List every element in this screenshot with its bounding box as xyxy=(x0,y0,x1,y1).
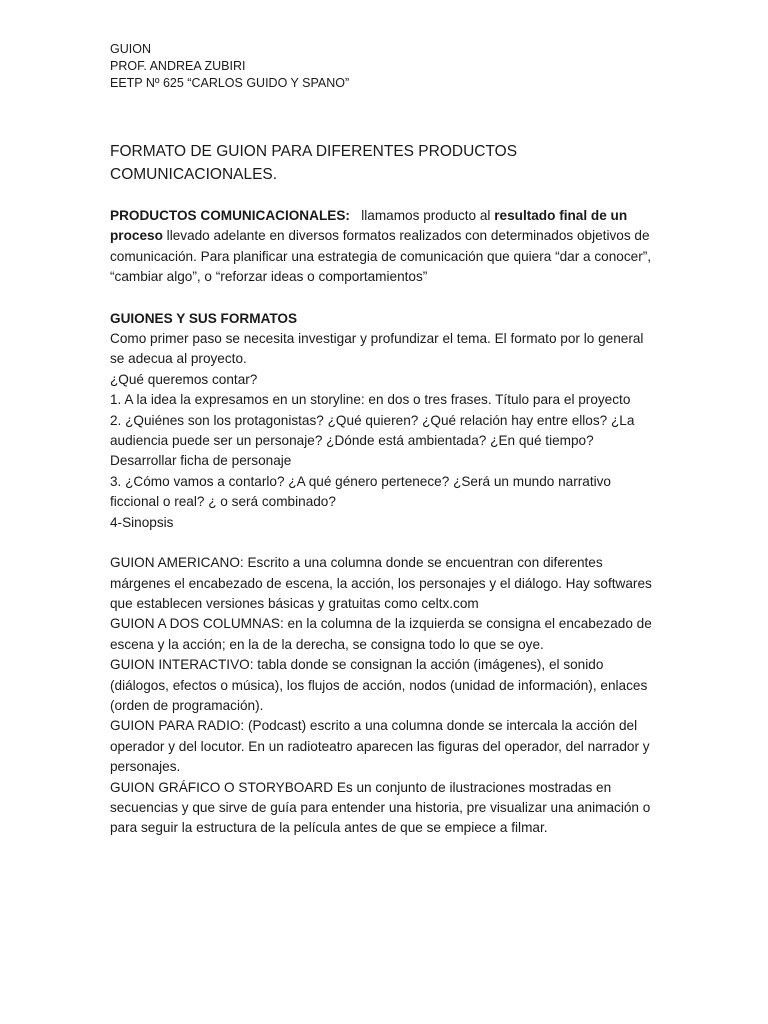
formato-storyboard: GUION GRÁFICO O STORYBOARD Es un conjunto de ilustraciones mostradas en secuencias y que sirve de guía para entender una historia, pre visualizar una animación o para seguir la estructura de la película antes de que se empiece a filmar. xyxy=(110,779,651,836)
guiones-intro: Como primer paso se necesita investigar y profundizar el tema. El formato por lo general se adecua al proyecto. xyxy=(110,331,644,367)
formatos-section xyxy=(110,553,660,839)
guiones-question: ¿Qué queremos contar? xyxy=(110,371,258,387)
formato-interactivo: GUION INTERACTIVO: tabla donde se consignan la acción (imágenes), el sonido (diálogos, efectos o música), los flujos de acción, nodos (unidad de información), enlaces (orden de programación). xyxy=(110,657,648,713)
header-school: EETP Nº 625 “CARLOS GUIDO Y SPANO” xyxy=(110,76,350,90)
guiones-step-4: 4-Sinopsis xyxy=(110,514,174,530)
guiones-step-1: 1. A la idea la expresamos en un storyline: en dos o tres frases. Título para el proyecto xyxy=(110,392,631,408)
guiones-step-2: 2. ¿Quiénes son los protagonistas? ¿Qué quieren? ¿Qué relación hay entre ellos? ¿La audiencia puede ser un personaje? ¿Dónde está ambientada? ¿En qué tiempo? Desarrollar ficha de personaje xyxy=(110,412,635,469)
productos-paragraph xyxy=(110,206,660,288)
formato-dos-columnas: GUION A DOS COLUMNAS: en la columna de la izquierda se consigna el encabezado de escena y la acción; en la de la derecha, se consigna todo lo que se oye. xyxy=(110,616,652,652)
formato-radio: GUION PARA RADIO: (Podcast) escrito a una columna donde se intercala la acción del operador y del locutor. En un radioteatro aparecen las figuras del operador, del narrador y personajes. xyxy=(110,718,650,775)
document-title: FORMATO DE GUION PARA DIFERENTES PRODUCTOS COMUNICACIONALES. xyxy=(110,143,518,183)
guiones-step-3: 3. ¿Cómo vamos a contarlo? ¿A qué género pertenece? ¿Será un mundo narrativo ficcional o real? ¿ o será combinado? xyxy=(110,473,611,510)
document-header xyxy=(110,41,660,92)
header-subject: GUION xyxy=(110,42,151,56)
productos-heading: PRODUCTOS COMUNICACIONALES: xyxy=(110,208,350,223)
productos-text-1: llamamos producto al xyxy=(349,208,495,223)
header-teacher: PROF. ANDREA ZUBIRI xyxy=(110,59,246,73)
productos-bold-phrase: resultado final de un proceso xyxy=(110,208,628,244)
productos-text-2: llevado adelante en diversos formatos realizados con determinados objetivos de comunicación. Para planificar una estrategia de comunicación que quiera “dar a conocer”, “cambiar algo”, o “reforzar ideas o comportamientos” xyxy=(110,228,652,285)
formato-americano: GUION AMERICANO: Escrito a una columna donde se encuentran con diferentes márgenes el encabezado de escena, la acción, los personajes y el diálogo. Hay softwares que establecen versiones básicas y gratuitas como celtx.com xyxy=(110,555,652,611)
guiones-heading: GUIONES Y SUS FORMATOS xyxy=(110,310,298,326)
guiones-section xyxy=(110,309,660,533)
document-page xyxy=(110,41,660,839)
